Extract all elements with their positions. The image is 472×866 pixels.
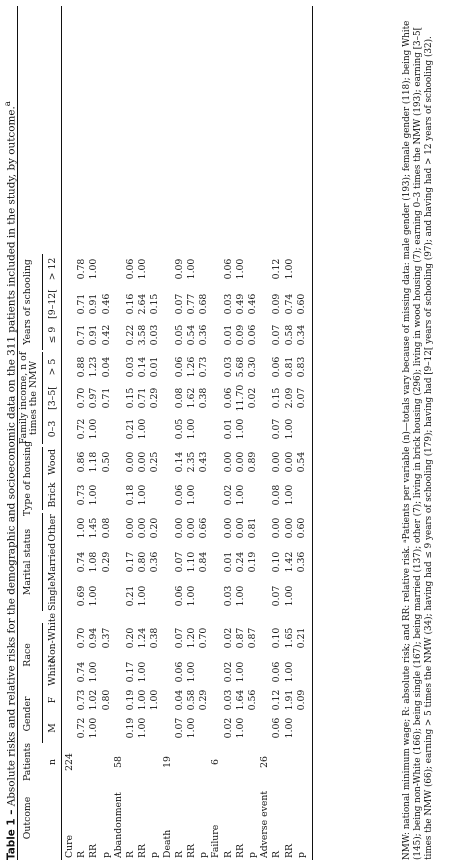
table-cell: 1.00 [234,258,246,280]
table-cell: 1.02 [88,689,100,711]
table-cell: 1.42 [283,551,295,573]
table-cell: 0.84 [198,551,210,573]
table-cell: 0.46 [100,293,112,315]
table-cell: 0.03 [125,356,136,378]
table-cell: 1.00 [186,585,197,607]
table-cell: 0.83 [295,356,307,378]
table-cell: 0.80 [137,551,149,573]
table-cell: 0.19 [125,717,136,739]
table-cell: 0.50 [100,451,112,473]
table-cell: 0.73 [76,484,88,506]
table-cell: 0.87 [234,627,246,649]
table-cell: 1.00 [186,717,197,739]
column-header-5: Single [47,581,58,611]
table-cell: 1.00 [88,585,100,607]
table-cell: 0.66 [198,517,210,539]
table-cell: 0.00 [271,517,283,539]
table-cell: 0.00 [125,451,136,473]
table-cell: 0.71 [76,324,88,346]
table-cell: 0.94 [88,627,100,649]
column-header-11: [3–5[ [47,386,58,410]
table-cell: 1.00 [88,717,100,739]
table-cell: 0.08 [100,517,112,539]
table-cell: 0.36 [295,551,307,573]
row-label: p [149,852,161,858]
table-cell: 0.60 [295,293,307,315]
group-underline-7 [42,254,43,350]
table-cell: 0.06 [173,484,185,506]
table-cell: 0.04 [100,356,112,378]
table-cell: 0.10 [271,551,283,573]
table-cell: 0.04 [173,689,185,711]
column-header-7: Other [47,514,58,542]
table-cell: 0.03 [222,585,234,607]
table-cell: 0.70 [198,627,210,649]
table-cell: 0.05 [173,324,185,346]
caption-text: Absolute risks and relative risks for the demographic and socioeconomic data on the 311 patients included in the study, by outcome. [5,106,18,810]
table-cell: 0.74 [76,661,88,683]
row-label: p [100,852,112,858]
table-cell: 0.36 [198,324,210,346]
outcome-label: Abandonment [112,792,124,858]
table-cell: 1.00 [137,689,149,711]
group-header-1: Patients [22,742,33,782]
table-cell: 0.20 [125,627,136,649]
row-label: RR [283,844,295,858]
table-cell: 0.06 [222,387,234,409]
table-cell: 0.09 [234,324,246,346]
table-cell: 0.73 [198,356,210,378]
table-cell: 0.06 [125,258,136,280]
table-cell: 0.86 [76,451,88,473]
table-cell: 1.20 [186,627,197,649]
outcome-label: Adverse event [259,790,271,858]
table-cell: 0.20 [149,517,161,539]
table-cell: 0.71 [137,387,149,409]
table-cell: 0.29 [149,387,161,409]
table-cell: 5.68 [234,356,246,378]
table-cell: 0.02 [222,717,234,739]
table-cell: 1.00 [234,484,246,506]
column-header-10: 0–3 [47,420,58,438]
row-label: p [198,852,210,858]
table-cell: 0.00 [222,451,234,473]
table-cell: 0.06 [173,356,185,378]
bottom-rule [312,6,313,860]
table-cell: 0.06 [271,717,283,739]
row-label: R [222,851,234,858]
table-cell: 0.10 [271,627,283,649]
table-cell: 0.02 [222,661,234,683]
table-cell: 0.70 [76,627,88,649]
table-cell: 0.12 [271,258,283,280]
table-cell: 0.12 [271,689,283,711]
table-cell: 0.15 [125,387,136,409]
table-cell: 2.64 [137,293,149,315]
table-cell: 1.00 [186,418,197,440]
table-cell: 1.00 [137,484,149,506]
outcome-n: 6 [210,759,222,765]
table-cell: 0.02 [222,627,234,649]
table-cell: 1.00 [76,517,88,539]
table-cell: 0.00 [222,517,234,539]
row-label: RR [137,844,149,858]
table-cell: 0.69 [76,585,88,607]
table-cell: 1.00 [149,689,161,711]
group-header-6: Family income, n of times the NMW [18,351,39,445]
table-cell: 1.23 [88,356,100,378]
group-underline-3 [42,623,43,687]
table-cell: 0.77 [186,293,197,315]
group-underline-2 [42,685,43,743]
table-cell: 1.00 [186,258,197,280]
table-cell: 0.07 [271,585,283,607]
table-cell: 0.16 [125,293,136,315]
outcome-n: 26 [259,756,271,768]
table-cell: 0.70 [76,387,88,409]
table-cell: 0.25 [149,451,161,473]
table-cell: 1.00 [137,418,149,440]
table-cell: 0.14 [137,356,149,378]
table-cell: 0.09 [271,293,283,315]
table-cell: 1.00 [88,258,100,280]
row-label: R [173,851,185,858]
table-cell: 1.00 [88,484,100,506]
table-caption [3,101,17,860]
column-header-4: Non-White [47,612,58,664]
table-cell: 0.17 [125,661,136,683]
table-cell: 0.00 [125,517,136,539]
table-cell: 1.65 [283,627,295,649]
table-cell: 0.34 [295,324,307,346]
table-cell: 0.03 [222,689,234,711]
table-cell: 1.00 [283,717,295,739]
table-cell: 0.01 [149,356,161,378]
table-cell: 1.45 [88,517,100,539]
table-cell: 0.38 [198,387,210,409]
table-cell: 0.43 [198,451,210,473]
table-cell: 0.15 [271,387,283,409]
table-cell: 0.01 [222,324,234,346]
table-cell: 1.00 [283,258,295,280]
table-cell: 0.06 [222,258,234,280]
table-cell: 1.64 [234,689,246,711]
outcome-label: Cure [64,834,75,858]
table-cell: 0.58 [186,689,197,711]
table-cell: 1.00 [234,717,246,739]
row-label: RR [234,844,246,858]
table-cell: 0.05 [173,418,185,440]
table-cell: 0.08 [173,387,185,409]
table-cell: 0.81 [283,356,295,378]
group-header-4: Marital status [22,528,33,596]
table-cell: 0.68 [198,293,210,315]
table-cell: 0.36 [149,551,161,573]
table-cell: 0.29 [100,551,112,573]
table-cell: 1.00 [88,661,100,683]
table-cell: 0.00 [173,517,185,539]
table-footnote: NMW: national minimum wage; R: absolute risk; and RR: relative risk. ᵃPatients per variable (n)—totals vary because of missing data: male gender (193); female gender (118); being White (145); being non-White (166); being single (167); being married (137); other (7); living in brick housing (296); living in wood housing (7); earning 0–3 times the NMW (193); earning [3–5[ times the NMW (66); earning > 5 times the NMW (34); having had ≤ 9 years of schooling (179); having had [9–12[ years of schooling (97); and having had > 12 years of schooling (32). [402,20,435,860]
table-cell: 0.89 [247,451,258,473]
table-cell: 1.00 [88,418,100,440]
outcome-label: Failure [210,824,222,858]
table-cell: 0.06 [173,661,185,683]
table-cell: 0.00 [137,517,149,539]
row-label: p [247,852,258,858]
table-cell: 1.00 [283,585,295,607]
row-label: R [125,851,136,858]
table-cell: 0.18 [125,484,136,506]
table-cell: 1.10 [186,551,197,573]
group-underline-6 [42,352,43,444]
table-cell: 1.00 [137,717,149,739]
table-cell: 3.58 [137,324,149,346]
group-header-7: Years of schooling [22,259,33,345]
outcome-n: 58 [112,756,124,768]
table-cell: 1.00 [137,258,149,280]
row-label: R [76,851,88,858]
group-underline-4 [42,513,43,611]
caption-footnote-marker: a [3,101,13,107]
table-cell: 0.49 [234,293,246,315]
table-cell: 0.06 [173,585,185,607]
table-cell: 0.56 [247,689,258,711]
table-cell: 0.42 [100,324,112,346]
group-underline-5 [42,447,43,510]
table-cell: 0.00 [137,451,149,473]
table-cell: 1.00 [137,661,149,683]
table-cell: 0.74 [283,293,295,315]
table-cell: 0.01 [222,418,234,440]
column-header-1: M [47,723,58,733]
table-cell: 0.00 [234,517,246,539]
table-cell: 0.17 [125,551,136,573]
table-cell: 0.09 [295,689,307,711]
table-cell: 2.35 [186,451,197,473]
column-header-6: Married [47,542,58,582]
table-cell: 0.03 [149,324,161,346]
table-cell: 0.00 [234,451,246,473]
table-cell: 0.06 [271,356,283,378]
column-header-8: Brick [47,482,58,508]
table-cell: 1.00 [283,418,295,440]
table-cell: 0.15 [149,293,161,315]
table-cell: 1.00 [186,661,197,683]
table-cell: 0.07 [173,717,185,739]
group-header-2: Gender [22,696,33,732]
table-cell: 0.08 [271,484,283,506]
table-cell: 1.00 [283,661,295,683]
table-cell: 0.72 [76,418,88,440]
column-header-3: White [47,658,58,686]
table-cell: 0.00 [186,517,197,539]
column-header-0: n [47,759,58,765]
table-cell: 0.60 [295,517,307,539]
table-cell: 1.00 [137,585,149,607]
column-header-13: ≤ 9 [47,326,58,344]
outcome-label: Death [161,829,173,858]
table-cell: 0.02 [247,387,258,409]
table-cell: 0.37 [100,627,112,649]
table-cell: 0.71 [100,387,112,409]
table-cell: 0.38 [149,627,161,649]
table-cell: 0.03 [222,293,234,315]
table-cell: 0.87 [247,627,258,649]
table-cell: 0.78 [76,258,88,280]
row-label: p [295,852,307,858]
table-cell: 0.14 [173,451,185,473]
table-cell: 1.00 [234,418,246,440]
table-cell: 0.72 [76,717,88,739]
table-cell: 0.07 [271,324,283,346]
table-cell: 0.06 [271,661,283,683]
table-cell: 11.70 [234,384,246,412]
column-header-12: > 5 [47,358,58,376]
table-cell: 1.00 [234,585,246,607]
table-cell: 1.18 [88,451,100,473]
table-cell: 0.19 [125,689,136,711]
table-cell: 1.62 [186,387,197,409]
table-cell: 0.29 [198,689,210,711]
table-cell: 0.21 [295,627,307,649]
table-cell: 1.26 [186,356,197,378]
table-cell: 0.03 [222,356,234,378]
table-cell: 0.74 [76,551,88,573]
table-cell: 0.21 [125,418,136,440]
table-cell: 0.01 [222,551,234,573]
table-cell: 0.22 [125,324,136,346]
column-header-15: > 12 [47,257,58,281]
table-cell: 0.00 [283,517,295,539]
table-cell: 0.71 [76,293,88,315]
table-cell: 0.91 [88,324,100,346]
table-cell: 1.00 [234,661,246,683]
table-cell: 0.07 [173,293,185,315]
table-cell: 0.19 [247,551,258,573]
table-cell: 1.08 [88,551,100,573]
header-rule [61,6,62,860]
table-cell: 0.06 [247,324,258,346]
table-cell: 0.00 [283,451,295,473]
table-cell: 0.30 [247,356,258,378]
table-cell: 0.54 [186,324,197,346]
table-cell: 0.58 [283,324,295,346]
table-cell: 1.91 [283,689,295,711]
table-cell: 0.24 [234,551,246,573]
table-cell: 0.97 [88,387,100,409]
row-label: RR [186,844,197,858]
outcome-n: 224 [64,753,75,771]
table-cell: 0.00 [271,451,283,473]
outcome-n: 19 [161,756,173,768]
table-cell: 0.02 [222,484,234,506]
column-header-2: F [47,696,58,704]
column-header-14: [9–12[ [47,289,58,319]
group-header-0: Outcome [22,796,33,840]
table-cell: 1.24 [137,627,149,649]
table-cell: 0.54 [295,451,307,473]
caption-label: Table 1 – [5,809,18,860]
table-cell: 0.09 [173,258,185,280]
table-cell: 0.46 [247,293,258,315]
table-cell: 0.73 [76,689,88,711]
table-cell: 0.81 [247,517,258,539]
table-cell: 0.88 [76,356,88,378]
column-header-9: Wood [47,448,58,476]
table-cell: 0.21 [125,585,136,607]
table-cell: 0.07 [271,418,283,440]
table-cell: 0.07 [295,387,307,409]
table-cell: 2.09 [283,387,295,409]
group-header-5: Type of housing [22,440,33,517]
table-cell: 1.00 [283,484,295,506]
table-cell: 0.07 [173,551,185,573]
table-cell: 0.07 [173,627,185,649]
row-label: R [271,851,283,858]
table-cell: 1.00 [186,484,197,506]
row-label: RR [88,844,100,858]
table-cell: 0.80 [100,689,112,711]
group-header-3: Race [22,643,33,667]
table-cell: 0.91 [88,293,100,315]
